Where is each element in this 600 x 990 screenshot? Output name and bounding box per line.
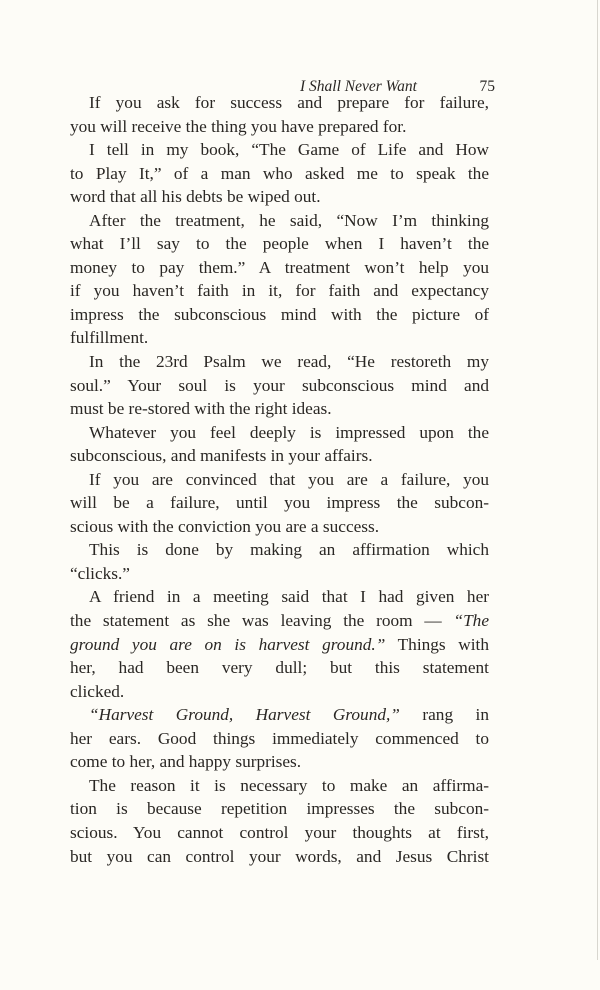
text-line xyxy=(70,232,489,256)
text-line xyxy=(70,350,489,374)
text-segment: scious. You cannot control your thoughts at first, xyxy=(70,822,489,842)
text-segment: you will receive the thing you have prepared for. xyxy=(70,116,407,136)
page-body-text xyxy=(70,91,489,868)
text-segment: if you haven’t faith in it, for faith and expectancy xyxy=(70,281,489,301)
italic-text: “The xyxy=(453,611,489,631)
text-segment: subconscious, and manifests in your affairs. xyxy=(70,446,373,466)
italic-text: ground you are on is harvest ground.” xyxy=(70,634,386,654)
text-segment: come to her, and happy surprises. xyxy=(70,752,302,772)
text-segment: her ears. Good things immediately commenced to xyxy=(70,728,489,748)
text-line xyxy=(70,538,489,562)
text-line xyxy=(70,774,489,798)
running-title: I Shall Never Want xyxy=(300,78,417,95)
text-line xyxy=(70,727,489,751)
text-line xyxy=(70,750,489,774)
text-line xyxy=(70,279,489,303)
text-segment: the statement as she was leaving the room — xyxy=(70,611,454,631)
text-line xyxy=(70,303,489,327)
text-line xyxy=(70,468,489,492)
text-line xyxy=(70,797,489,821)
text-line xyxy=(70,209,489,233)
text-segment: to Play It,” of a man who asked me to speak the xyxy=(70,163,489,183)
text-segment: The reason it is necessary to make an affirma- xyxy=(89,775,489,795)
text-line xyxy=(70,256,489,280)
text-segment: If you ask for success and prepare for failure, xyxy=(89,93,489,112)
text-segment: If you are convinced that you are a failure, you xyxy=(89,469,489,489)
text-segment: rang in xyxy=(399,705,489,725)
text-line xyxy=(70,374,489,398)
text-segment: will be a failure, until you impress the subcon- xyxy=(70,493,489,513)
text-segment: but you can control your words, and Jesus Christ xyxy=(70,846,489,866)
text-line xyxy=(70,444,489,468)
text-line xyxy=(70,703,489,727)
text-line xyxy=(70,656,489,680)
text-segment: clicked. xyxy=(70,681,125,701)
text-line xyxy=(70,421,489,445)
text-segment: soul.” Your soul is your subconscious mind and xyxy=(70,375,489,395)
text-segment: In the 23rd Psalm we read, “He restoreth my xyxy=(89,352,489,372)
text-line xyxy=(70,115,489,139)
text-segment: scious with the conviction you are a success. xyxy=(70,516,380,536)
text-line xyxy=(70,491,489,515)
text-segment: A friend in a meeting said that I had given her xyxy=(89,587,489,607)
text-segment: word that all his debts be wiped out. xyxy=(70,187,321,207)
text-line xyxy=(70,680,489,704)
text-segment: fulfillment. xyxy=(70,328,149,348)
text-line xyxy=(70,162,489,186)
text-line xyxy=(70,633,489,657)
text-line xyxy=(70,326,489,350)
text-segment: must be re-stored with the right ideas. xyxy=(70,399,332,419)
italic-text: “Harvest Ground, Harvest Ground,” xyxy=(89,705,400,725)
text-segment: impress the subconscious mind with the picture of xyxy=(70,304,489,324)
text-line xyxy=(70,397,489,421)
text-line xyxy=(70,585,489,609)
text-segment: what I’ll say to the people when I haven’t the xyxy=(70,234,489,254)
text-line xyxy=(70,91,489,115)
page-edge xyxy=(597,0,598,960)
text-line xyxy=(70,821,489,845)
text-segment: Whatever you feel deeply is impressed upon the xyxy=(89,422,489,442)
text-segment: her, had been very dull; but this statement xyxy=(70,658,489,678)
text-segment: tion is because repetition impresses the subcon- xyxy=(70,799,489,819)
text-segment: After the treatment, he said, “Now I’m thinking xyxy=(89,210,489,230)
page-number: 75 xyxy=(479,78,495,95)
text-line xyxy=(70,845,489,869)
text-segment: Things with xyxy=(385,634,489,654)
text-segment: “clicks.” xyxy=(70,563,130,583)
text-segment: This is done by making an affirmation which xyxy=(89,540,489,560)
text-line xyxy=(70,609,489,633)
text-line xyxy=(70,138,489,162)
text-line xyxy=(70,515,489,539)
text-segment: money to pay them.” A treatment won’t help you xyxy=(70,257,489,277)
text-segment: I tell in my book, “The Game of Life and How xyxy=(89,140,489,160)
text-line xyxy=(70,562,489,586)
text-line xyxy=(70,185,489,209)
